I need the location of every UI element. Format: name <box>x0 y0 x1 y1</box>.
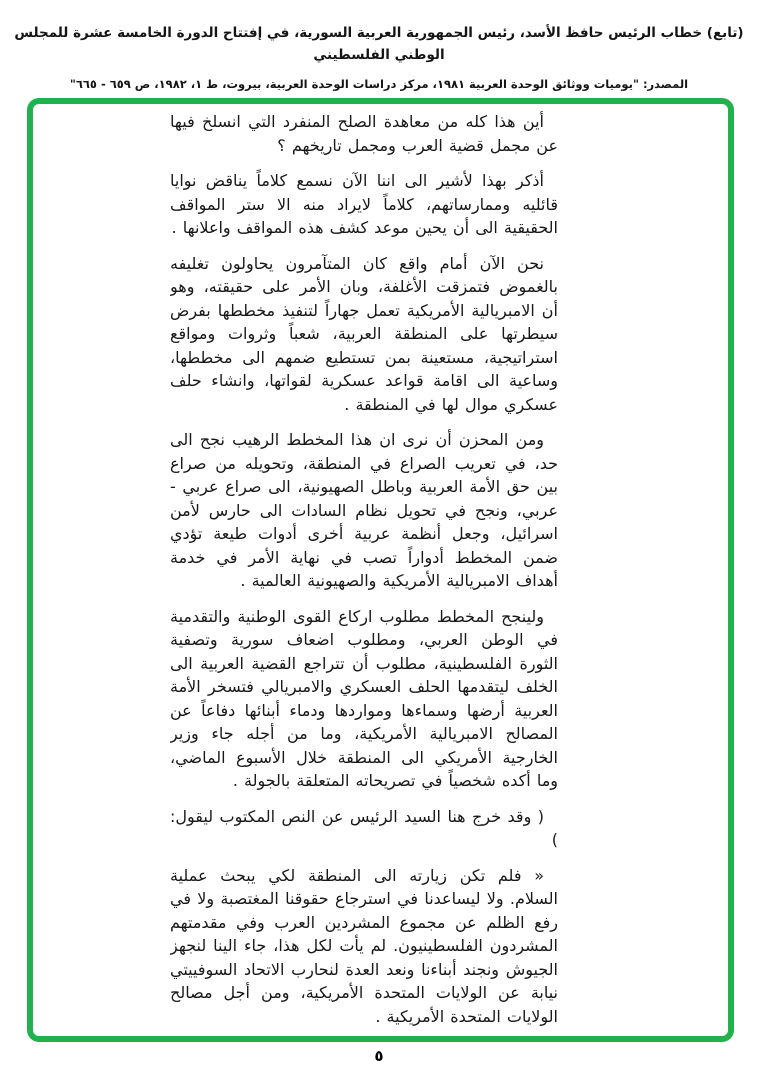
speech-paragraph-4: ومن المحزن أن نرى ان هذا المخطط الرهيب نجح الى حد، في تعريب الصراع في المنطقة، وتحويله من صراع بين حق الأمة العربية وباطل الصهيونية، الى صراع عربي - عربي، ونجح في تحويل نظام السادات الى حارس لأمن اسرائيل، وجعل أنظمة عربية أخرى أدوات طيعة تؤدي ضمن المخطط أدواراً تصب في نهاية الأمر في خدمة أهداف الامبريالية الأمريكية والصهيونية العالمية . <box>170 430 558 590</box>
document-title: (تابع) خطاب الرئيس حافظ الأسد، رئيس الجمهورية العربية السورية، في إفتتاح الدورة الخامسة عشرة للمجلس الوطني الفلسطيني <box>14 25 744 63</box>
source-line: المصدر: "يوميات ووثائق الوحدة العربية ١٩٨١، مركز دراسات الوحدة العربية، بيروت، ط ١، ١٩٨٢، ص ٦٥٩ - ٦٦٥" <box>69 77 689 91</box>
speech-paragraph-6: ( وقد خرج هنا السيد الرئيس عن النص المكتوب ليقول: ) <box>170 806 558 849</box>
speech-paragraph-1: أين هذا كله من معاهدة الصلح المنفرد التي انسلخ فيها عن مجمل قضية العرب ومجمل تاريخهم ؟ <box>170 112 558 155</box>
speech-paragraph-2: أذكر بهذا لأشير الى اننا الآن نسمع كلاماً يناقض نوايا قائليه وممارساتهم، كلاماً لايراد منه الا ستر المواقف الحقيقية الى أن يحين موعد كشف هذه المواقف واعلانها . <box>170 171 558 237</box>
document-header <box>0 22 758 93</box>
speech-paragraph-3: نحن الآن أمام واقع كان المتآمرون يحاولون تغليفه بالغموض فتمزقت الأغلفة، وبان الأمر على حقيقته، وهو أن الامبريالية الأمريكية تعمل جهاراً لتنفيذ مخططها بفرض سيطرتها على المنطقة العربية، شعباً وثروات ومواقع استراتيجية، مستعينة بمن تستطيع ضمهم الى مخططها، وساعية الى اقامة قواعد عسكرية لقواتها، وانشاء حلف عسكري موال لها في المنطقة . <box>170 253 558 414</box>
page-number: ٥ <box>374 1047 384 1065</box>
speech-text-block <box>170 110 558 1032</box>
speech-paragraph-7: « فلم تكن زيارته الى المنطقة لكي يبحث عملية السلام. ولا ليساعدنا في استرجاع حقوقنا المغتصبة ولا في رفع الظلم عن مجموع المشردين العرب وفي مقدمتهم المشردون الفلسطينيون. لم يأت لكل هذا، جاء الينا لنجهز الجيوش ونجند أبناءنا ونعد العدة لنحارب الاتحاد السوفييتي نيابة عن الولايات المتحدة الأمريكية، ومن أجل مصالح الولايات المتحدة الأمريكية . <box>170 865 558 1026</box>
speech-paragraph-5: ولينجح المخطط مطلوب اركاع القوى الوطنية والتقدمية في الوطن العربي، ومطلوب اضعاف سورية وتصفية الثورة الفلسطينية، مطلوب أن تتراجع القضية العربية الى الخلف ليتقدمها الحلف العسكري والامبريالي فتسخر الأمة العربية أرضها وسماءها ومواردها ودماء أبنائها دفاعاً عن المصالح الامبريالية الأمريكية، وما من أجله جاء وزير الخارجية الأمريكي الى المنطقة خلال الأسبوع الماضي، وما أكده شخصياً في تصريحاته المتعلقة بالجولة . <box>170 606 558 790</box>
